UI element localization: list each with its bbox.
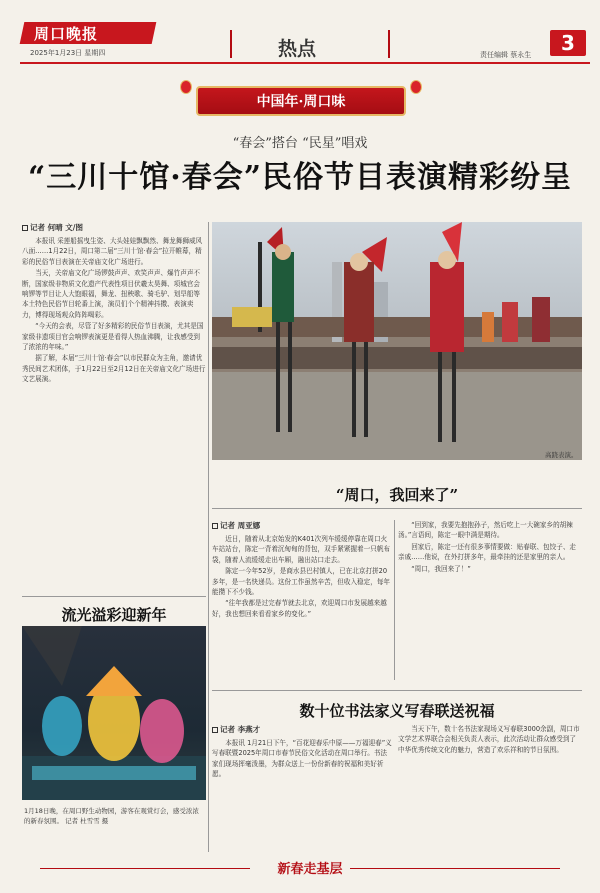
story2-byline: 记者 周亚娜 — [212, 520, 392, 531]
editor-credit: 责任编辑 蔡永生 — [480, 51, 532, 59]
story2-column-a — [212, 520, 392, 620]
story3-body-b — [398, 724, 582, 755]
section-title: 热点 — [278, 38, 317, 60]
lantern-icon — [410, 80, 422, 94]
paragraph: 据了解，本届“三川十馆·春会”以市民群众为主角，邀请优秀民间艺术团体，于1月22日至2月12日在关帝庙文化广场进行文艺展演。 — [22, 354, 206, 384]
lead-byline: 记者 何晴 文/图 — [22, 222, 206, 233]
paragraph: 回家后，陈定一还有很多事情要做：贴春联、包饺子、走亲戚……他说，在外打拼多年，最牵挂的还是家里的亲人。 — [398, 542, 577, 562]
story3-body-a — [212, 738, 392, 780]
lantern-icon — [180, 80, 192, 94]
byline-square-icon — [212, 727, 218, 733]
story3-column-b — [398, 724, 582, 756]
footer-rule — [40, 868, 250, 869]
publication-date: 2025年1月23日 星期四 — [30, 49, 106, 57]
byline-square-icon — [212, 523, 218, 529]
masthead — [0, 0, 600, 62]
lantern-festival-photo — [22, 626, 206, 800]
paragraph: 本报讯 采莲船摇曳生姿、大头娃娃飘飘然、舞龙舞狮威风八面……1月22日，周口第二届“三川十馆·春会”拉开帷幕，精彩的民俗节目表演在关帝庙文化广场进行。 — [22, 237, 203, 266]
left-photo-caption: 1月18日晚，在周口野生动物园，游客在观赏灯会，感受浓浓的新春氛围。 记者 杜雪雪 摄 — [24, 807, 199, 825]
column-divider — [208, 222, 209, 852]
story2-column-b — [398, 520, 582, 575]
photo-illustration — [22, 626, 206, 800]
paragraph: “周口，我回来了！” — [411, 564, 471, 573]
story2-body-a — [212, 534, 392, 619]
header-rule — [20, 62, 590, 64]
photo-caption: 高跷表演。 — [545, 451, 578, 459]
story2-title: “周口，我回来了” — [335, 486, 459, 504]
stilt-performance-photo — [212, 222, 582, 460]
paragraph: 陈定一今年52岁，是商水县巴村镇人，已在北京打拼20多年，是一名快递员。这份工作虽然辛苦，但收入稳定，每年能攒下不少钱。 — [212, 567, 391, 597]
lead-body — [22, 236, 206, 385]
left-story-title: 流光溢彩迎新年 — [61, 606, 167, 624]
paragraph: 当天下午，数十名书法家现场义写春联3000余副，周口市文学艺术界联合会相关负责人表示，此次活动让群众感受到了中华优秀传统文化的魅力，营造了欢乐祥和的节日氛围。 — [398, 725, 580, 754]
paragraph: “往年我都是过完春节就去北京，欢迎周口市发展越来越好，我也想回来看看家乡的变化。” — [212, 599, 387, 618]
story3-byline: 记者 李燕才 — [212, 724, 392, 735]
lead-subtitle: “春会”搭台 “民星”唱戏 — [232, 136, 368, 151]
lead-story — [22, 222, 206, 386]
story2-body-b — [398, 520, 582, 574]
divider — [212, 690, 582, 691]
lead-title: “三川十馆·春会”民俗节目表演精彩纷呈 — [28, 160, 572, 195]
byline-square-icon — [22, 225, 28, 231]
divider — [212, 508, 582, 509]
story3-column-a — [212, 724, 392, 781]
newspaper-brand: 周口晚报 — [34, 25, 99, 43]
photo-illustration — [212, 222, 582, 460]
column-divider — [394, 520, 395, 680]
paragraph: 本报讯 1月21日下午，“百花迎春乐中原——万福迎春”义写春联暨2025年周口市春节民俗文化活动在周口举行。书法家们现场挥毫泼墨，为群众送上一份份新春的祝福和美好祈愿。 — [212, 739, 392, 779]
page-number: 3 — [561, 31, 575, 55]
column-banner-text: 中国年·周口味 — [256, 94, 346, 110]
paragraph: “今天的会表，尽管了好多精彩的民俗节目表演，尤其是国家级非遗项目官会响锣表演更是看得人热血沸腾，让我感受到了浓浓的年味。” — [22, 322, 204, 352]
footer-column-tag: 新春走基层 — [277, 862, 343, 877]
paragraph: 近日，随着从北京始发的K401次列车缓缓停靠在周口火车站站台，陈定一背着沉甸甸的背包，双手紧紧握着一只帆布袋，随着人流缓缓走出车厢，融出站口走去。 — [212, 535, 391, 564]
footer-rule — [350, 868, 560, 869]
paragraph: 当天，关帝庙文化广场锣鼓声声、欢笑声声、爆竹声声不断，国家级非物质文化遗产代表性项目伏羲太昊舞、项城官会响锣等节目让人大饱眼福，舞龙、扭秧歌、骑毛驴、划旱船等本土特色民俗节目轮番上演，演员们个个精神抖擞、表演卖力，博得现场观众阵阵喝彩。 — [22, 269, 201, 319]
story3-title: 数十位书法家义写春联送祝福 — [299, 702, 495, 720]
divider — [22, 596, 206, 597]
paragraph: “回到家，我要先抱抱孙子，然后吃上一大碗家乡的胡辣汤。”言语间，陈定一眼中满是期待。 — [398, 521, 573, 540]
